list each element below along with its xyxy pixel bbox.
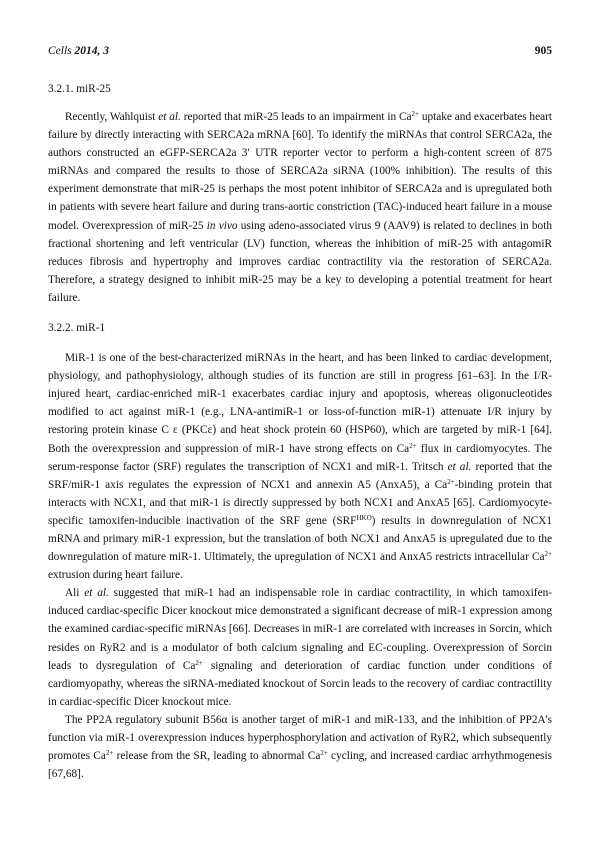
paragraph-mir-1-overview: MiR-1 is one of the best-characterized miRNAs in the heart, and has been linked to cardiac development, physiology, and pathophysiology, although studies of its function are still in progress [61–63]. In the I/R-injured heart, cardiac-enriched miR-1 exacerbates cardiac injury and apoptosis, whereas oligonucleotides modified to act against miR-1 (e.g., LNA-antimiR-1 or loss-of-function miR-1) attenuate I/R injury by restoring protein kinase C ε (PKCε) and heat shock protein 60 (HSP60), which are targeted by miR-1 [64]. Both the overexpression and suppression of miR-1 have strong effects on $Ca^{2+}$ flux in cardiomyocytes. The serum-response factor (SRF) regulates the transcription of NCX1 and miR-1. Tritsch et al. reported that the SRF/miR-1 axis regulates the expression of NCX1 and annexin A5 (AnxA5), a $Ca^{2+}$-binding protein that interacts with NCX1, and that miR-1 is directly suppressed by both NCX1 and AnxA5 [65]. Cardiomyocyte-specific tamoxifen-inducible inactivation of the SRF gene $(SRF^{HKO})$ results in downregulation of NCX1 mRNA and primary miR-1 expression, but the translation of both NCX1 and AnxA5 is upregulated due to the downregulation of mature miR-1. Ultimately, the upregulation of NCX1 and AnxA5 restricts intracellular $Ca^{2+}$ extrusion during heart failure. [48,352,553,582]
section-heading-mir-25: 3.2.1. miR-25 [48,83,111,95]
paragraph-mir-25: Recently, Wahlquist et al. reported that miR-25 leads to an impairment in $Ca^{2+}$ uptake and exacerbates heart failure by directly interacting with SERCA2a mRNA [60]. To identify the miRNAs that control SERCA2a, the authors constructed an eGFP-SERCA2a 3′ UTR reporter vector to perform a high-content screen of 875 miRNAs and compared the results to those of SERCA2a siRNA (100% inhibition). The results of this experiment demonstrate that miR-25 is perhaps the most potent inhibitor of SERCA2a and is upregulated both in patients with severe heart failure and during trans-aortic constriction (TAC)-induced heart failure in a mouse model. Overexpression of miR-25 in vivo using adeno-associated virus 9 (AAV9) is related to declines in both fractional shortening and left ventricular (LV) function, whereas the inhibition of miR-25 with antagomiR reduces fibrosis and hypertrophy and improves cardiac contractility via the restoration of SERCA2a. Therefore, a strategy designed to inhibit miR-25 may be a key to developing a potential treatment for heart failure. [48,110,553,304]
journal-citation [48,45,109,57]
running-header [48,45,552,57]
page-number: 905 [534,45,552,57]
journal-name: Cells [48,45,72,57]
article-body [48,80,552,783]
section-heading-mir-1: 3.2.2. miR-1 [48,322,106,335]
journal-year-volume: 2014, 3 [74,45,110,57]
paragraph-mir-1-contractility: Ali et al. suggested that miR-1 had an indispensable role in cardiac contractility, in which tamoxifen-induced cardiac-specific Dicer knockout mice demonstrated a significant decrease of miR-1 expression among the examined cardiac-specific miRNAs [66]. Decreases in miR-1 are correlated with increases in Sorcin, which resides on RyR2 and is a modulator of both calcium signaling and EC-coupling. Overexpression of Sorcin leads to dysregulation of $Ca^{2+}$ signaling and deterioration of cardiac function under conditions of cardiomyopathy, whereas the siRNA-mediated knockout of Sorcin leads to the recovery of cardiac contractility in cardiac-specific Dicer knockout mice. [48,587,552,708]
paragraph-mir-1-pp2a: The PP2A regulatory subunit B56α is another target of miR-1 and miR-133, and the inhibition of PP2A’s function via miR-1 overexpression induces hyperphosphorylation and activation of RyR2, which subsequently promotes $Ca^{2+}$ release from the SR, leading to abnormal $Ca^{2+}$ cycling, and increased cardiac arrhythmogenesis [67,68]. [48,713,553,781]
